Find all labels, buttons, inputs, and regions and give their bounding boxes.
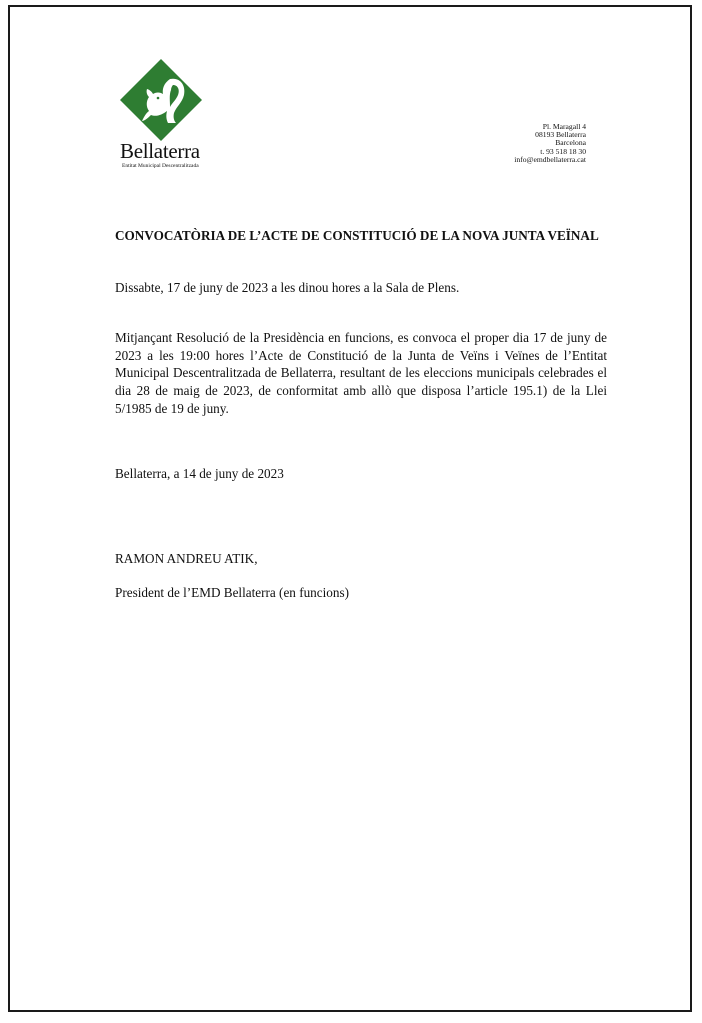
document-title: CONVOCATÒRIA DE L’ACTE DE CONSTITUCIÓ DE LA NOVA JUNTA VEÏNAL [115, 228, 599, 243]
address-street: Pl. Maragall 4 [542, 122, 586, 131]
address-block [514, 123, 586, 164]
signer-role: President de l’EMD Bellaterra (en funcions) [115, 585, 350, 600]
signer-name: RAMON ANDREU ATIK, [115, 551, 258, 566]
place-date: Bellaterra, a 14 de juny de 2023 [115, 466, 284, 481]
address-region: Barcelona [555, 138, 586, 148]
address-postcode-city: 08193 Bellaterra [535, 130, 586, 140]
document-page [8, 5, 692, 1012]
squirrel-in-diamond-icon [118, 57, 204, 143]
address-email: info@emdbellaterra.cat [514, 154, 586, 164]
address-phone: t. 93 518 18 30 [540, 146, 586, 156]
body-paragraph: Mitjançant Resolució de la Presidència en funcions, es convoca el proper dia 17 de juny de 2023 a les 19:00 hores l’Acte de Constitució de la Junta de Veïns i Veïnes de l’Entitat Municipal Descentralitzada de Bellaterra, resultant de les eleccions municipals celebrades el dia 28 de maig de 2023, de conformitat amb allò que disposa l’article 195.1) de la Llei 5/1985 de 19 de juny. [115, 330, 607, 416]
event-date-line: Dissabte, 17 de juny de 2023 a les dinou hores a la Sala de Plens. [115, 280, 460, 295]
logo-subtitle: Entitat Municipal Descentralitzada [122, 163, 199, 169]
logo-name: Bellaterra [120, 139, 200, 163]
